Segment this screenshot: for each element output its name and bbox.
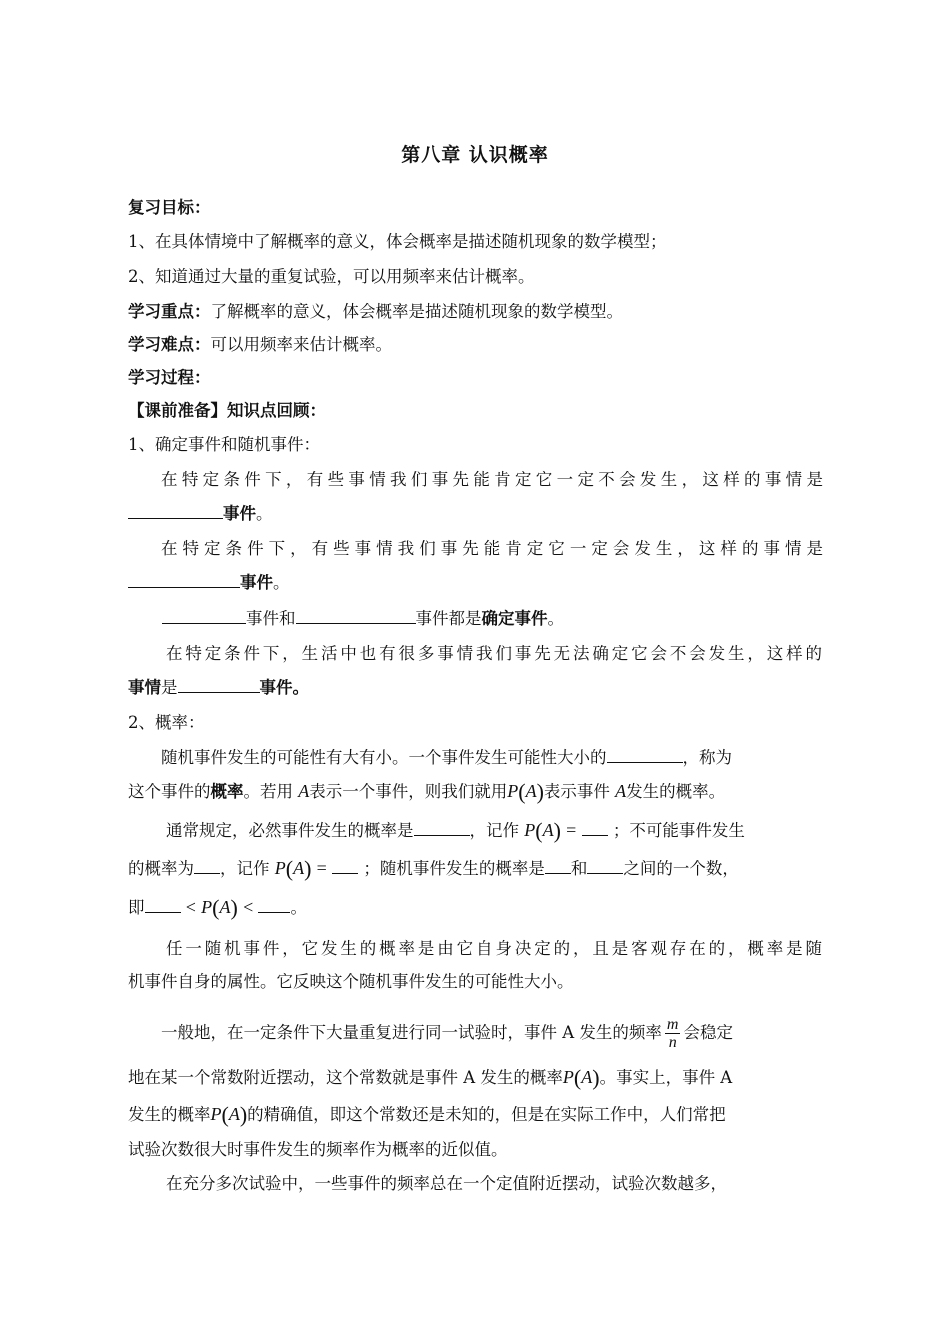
text: 会稳定 (683, 1023, 733, 1042)
math-eq: = (316, 858, 327, 878)
answer-blank[interactable] (145, 897, 181, 913)
text: 发生的概率。 (626, 782, 726, 801)
answer-blank[interactable] (178, 677, 260, 693)
text: 。事实上，事件 A (599, 1068, 733, 1087)
paren: ( (518, 779, 526, 804)
period: 。 (256, 504, 273, 523)
review-goal-1: 1、在具体情境中了解概率的意义，体会概率是描述随机现象的数学模型； (128, 232, 667, 251)
answer-blank[interactable] (258, 897, 290, 913)
math-p: P (210, 1104, 222, 1124)
s2-line-a (161, 744, 861, 768)
text: 表示一个事件，则我们就用 (309, 782, 508, 801)
review-goal-2: 2、知道通过大量的重复试验，可以用频率来估计概率。 (128, 267, 535, 286)
math-p: P (562, 1067, 574, 1087)
answer-blank[interactable] (414, 820, 470, 836)
s2-line-e (128, 894, 828, 921)
s1-para-1-line-1: 在特定条件下，有些事情我们事先能肯定它一定不会发生，这样的事情是 (161, 470, 823, 489)
math-a: A (298, 781, 310, 801)
text: ，记作 (469, 821, 519, 840)
section-1-heading: 1、确定事件和随机事件： (128, 435, 320, 454)
s1-para-1-line-2 (128, 500, 828, 524)
answer-blank[interactable] (332, 858, 358, 874)
text: 事件都是 (415, 609, 482, 628)
math-a: A (615, 781, 627, 801)
answer-blank[interactable] (128, 503, 223, 519)
period: 。 (547, 609, 564, 628)
s2-line-h (128, 1064, 828, 1091)
difficulty-text: 可以用频率来估计概率。 (210, 335, 392, 354)
process-label: 学习过程： (128, 368, 211, 387)
math-p: P (524, 820, 536, 840)
math-a: A (525, 781, 537, 801)
text: 之间的一个数， (623, 859, 739, 878)
section-2-heading: 2、概率： (128, 713, 205, 732)
math-a: A (581, 1067, 593, 1087)
frequency-fraction (665, 1016, 681, 1051)
paren: ( (573, 1065, 582, 1090)
answer-blank[interactable] (545, 858, 571, 874)
s2-line-f2: 机事件自身的属性。它反映这个随机事件发生的可能性大小。 (128, 972, 574, 991)
text: 这个事件的 (128, 782, 211, 801)
text: 事件和 (246, 609, 296, 628)
focus-label: 学习重点： (128, 302, 211, 321)
s1-para-3 (162, 605, 862, 629)
text: 一般地，在一定条件下大量重复进行同一试验时，事件 A 发生的频率 (161, 1023, 662, 1042)
prep-heading: 【课前准备】知识点回顾： (128, 401, 326, 420)
difficulty-label: 学习难点： (128, 335, 211, 354)
s1-para-4-line-2 (128, 674, 828, 698)
text: 和 (570, 859, 588, 878)
frac-denominator: n (668, 1034, 677, 1051)
text: 通常规定，必然事件发生的概率是 (166, 821, 414, 840)
paren: ) (592, 1065, 600, 1090)
determined-event-term: 确定事件 (481, 609, 548, 628)
page-title: 第八章 认识概率 (401, 144, 549, 166)
answer-blank[interactable] (128, 572, 240, 588)
s2-line-b (128, 778, 828, 805)
s2-line-k: 在充分多次试验中，一些事件的频率总在一个定值附近摆动，试验次数越多， (166, 1174, 727, 1193)
text: 事情 (128, 678, 161, 697)
text: 。若用 (243, 782, 293, 801)
text: 。 (290, 898, 307, 917)
event-word: 事件 (240, 573, 273, 592)
math-a: A (293, 858, 305, 878)
math-a: A (219, 897, 231, 917)
text: 随机事件发生的可能性有大有小。一个事件发生可能性大小的 (161, 748, 607, 767)
review-heading: 复习目标： (128, 198, 211, 217)
text: 表示事件 (543, 782, 610, 801)
answer-blank[interactable] (582, 820, 608, 836)
answer-blank[interactable] (587, 858, 623, 874)
period: 。 (273, 573, 290, 592)
s2-line-j: 试验次数很大时事件发生的频率作为概率的近似值。 (128, 1140, 508, 1159)
paren: ( (212, 895, 220, 920)
s1-para-2-line-2 (128, 569, 828, 593)
text: 地在某一个常数附近摆动，这个常数就是事件 A 发生的概率 (128, 1068, 563, 1087)
answer-blank[interactable] (162, 608, 246, 624)
math-lt: < (185, 897, 196, 917)
math-lt: < (243, 897, 254, 917)
probability-term: 概率 (210, 782, 244, 801)
math-eq: = (566, 820, 577, 840)
s1-para-4-line-1: 在特定条件下，生活中也有很多事情我们事先无法确定它会不会发生，这样的 (166, 644, 822, 663)
math-p: P (201, 897, 213, 917)
paren: ( (285, 856, 294, 881)
text: 是 (161, 678, 178, 697)
text: 的概率为 (128, 859, 194, 878)
math-p: P (507, 781, 519, 801)
paren: ) (304, 856, 312, 881)
text: 即 (128, 898, 145, 917)
math-p: P (274, 858, 286, 878)
s1-para-2-line-1: 在特定条件下，有些事情我们事先能肯定它一定会发生，这样的事情是 (161, 539, 823, 558)
s2-line-g (161, 1016, 861, 1051)
s2-line-c (166, 817, 866, 844)
answer-blank[interactable] (296, 608, 416, 624)
text: 发生的概率 (128, 1105, 211, 1124)
text: ，称为 (682, 748, 732, 767)
difficulty-line (128, 331, 828, 355)
focus-text: 了解概率的意义，体会概率是描述随机现象的数学模型。 (210, 302, 623, 321)
math-a: A (542, 820, 554, 840)
answer-blank[interactable] (607, 747, 683, 763)
event-word: 事件。 (259, 678, 309, 697)
answer-blank[interactable] (194, 858, 220, 874)
text: ，记作 (220, 859, 270, 878)
text: 的精确值，即这个常数还是未知的，但是在实际工作中，人们常把 (247, 1105, 726, 1124)
paren: ( (535, 818, 543, 843)
s2-line-i (128, 1101, 828, 1128)
paren: ) (553, 818, 561, 843)
math-a: A (228, 1104, 240, 1124)
s2-line-d (128, 855, 828, 882)
paren: ) (536, 779, 544, 804)
focus-line (128, 298, 828, 322)
paren: ( (221, 1102, 229, 1127)
frac-numerator: m (666, 1016, 679, 1033)
text: ；随机事件发生的概率是 (363, 859, 545, 878)
paren: ) (230, 895, 238, 920)
paren: ) (239, 1102, 248, 1127)
s2-line-f1: 任一随机事件，它发生的概率是由它自身决定的，且是客观存在的，概率是随 (166, 939, 822, 958)
text: ；不可能事件发生 (612, 821, 745, 840)
event-word: 事件 (223, 504, 256, 523)
